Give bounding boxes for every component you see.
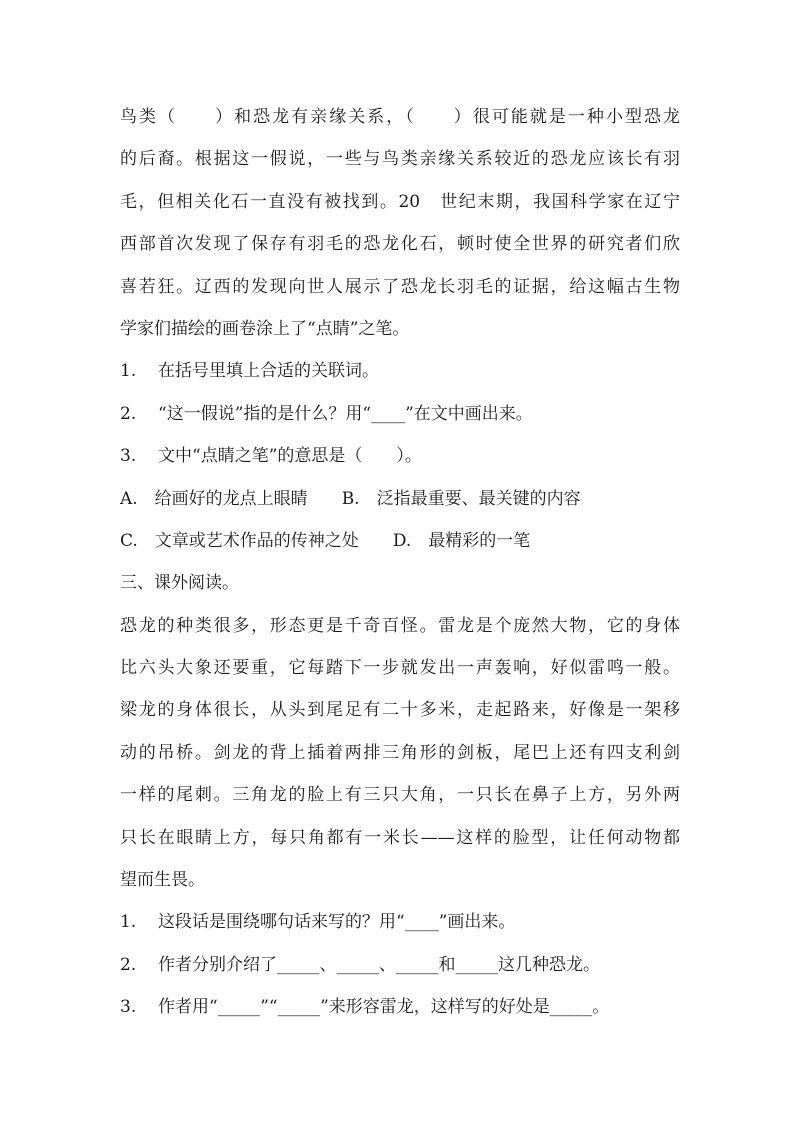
question-number: 1. xyxy=(120,361,137,382)
questions-1 xyxy=(120,350,680,477)
question-number: 2. xyxy=(120,954,137,975)
passage-line: 毛，但相关化石一直没有被找到。20 世纪末期，我国科学家在辽宁 xyxy=(120,191,680,212)
passage-line: 只长在眼睛上方，每只角都有一米长——这样的脸型，让任何动物都 xyxy=(120,827,680,848)
passage-line: 喜若狂。辽西的发现向世人展示了恐龙长羽毛的证据，给这幅古生物 xyxy=(120,276,680,297)
question-item xyxy=(120,944,680,986)
passage-line: 梁龙的身体很长，从头到尾足有二十多米，走起路来，好像是一架移 xyxy=(120,700,680,721)
option-row xyxy=(120,478,680,520)
option-d: D. 最精彩的一笔 xyxy=(392,530,531,551)
passage-line: 恐龙的种类很多，形态更是千奇百怪。雷龙是个庞然大物，它的身体 xyxy=(120,615,680,636)
question-item xyxy=(120,986,680,1028)
option-a: A. 给画好的龙点上眼睛 xyxy=(120,488,308,509)
option-row xyxy=(120,520,680,562)
question-number: 3. xyxy=(120,997,137,1018)
question-text: 在括号里填上合适的关联词。 xyxy=(158,361,379,382)
question-number: 3. xyxy=(120,446,137,467)
choice-options xyxy=(120,478,680,563)
passage-2 xyxy=(120,605,680,902)
questions-2 xyxy=(120,901,680,1028)
passage-1 xyxy=(120,96,680,350)
option-c: C. 文章或艺术作品的传神之处 xyxy=(120,530,359,551)
question-text: 作者用“_____”“_____”来形容雷龙，这样写的好处是_____。 xyxy=(158,997,610,1018)
option-b: B. 泛指最重要、最关键的内容 xyxy=(341,488,581,509)
question-text: 这段话是围绕哪句话来写的？用“____”画出来。 xyxy=(158,912,516,933)
document-page xyxy=(120,96,680,1029)
question-item xyxy=(120,901,680,943)
passage-line: 的后裔。根据这一假说，一些与鸟类亲缘关系较近的恐龙应该长有羽 xyxy=(120,149,680,170)
question-number: 1. xyxy=(120,912,137,933)
question-text: “这一假说”指的是什么？用“____”在文中画出来。 xyxy=(158,403,533,424)
question-item xyxy=(120,393,680,435)
question-item xyxy=(120,350,680,392)
passage-line: 动的吊桥。剑龙的背上插着两排三角形的剑板，尾巴上还有四支利剑 xyxy=(120,742,680,763)
question-number: 2. xyxy=(120,403,137,424)
passage-line: 西部首次发现了保存有羽毛的恐龙化石，顿时使全世界的研究者们欣 xyxy=(120,234,680,255)
question-text: 文中“点睛之笔”的意思是（ ）。 xyxy=(158,446,422,467)
passage-line: 鸟类（ ）和恐龙有亲缘关系，（ ）很可能就是一种小型恐龙 xyxy=(120,107,680,127)
passage-line: 比六头大象还要重，它每踏下一步就发出一声轰响，好似雷鸣一般。 xyxy=(120,658,680,679)
question-item xyxy=(120,435,680,477)
passage-line: 一样的尾刺。三角龙的脸上有三只大角，一只长在鼻子上方，另外两 xyxy=(120,785,680,806)
passage-line: 学家们描绘的画卷涂上了“点睛”之笔。 xyxy=(120,318,410,339)
question-text: 作者分别介绍了_____、_____、_____和_____这几种恐龙。 xyxy=(158,954,600,975)
passage-line: 望而生畏。 xyxy=(120,870,205,891)
section-title: 三、课外阅读。 xyxy=(120,573,239,594)
